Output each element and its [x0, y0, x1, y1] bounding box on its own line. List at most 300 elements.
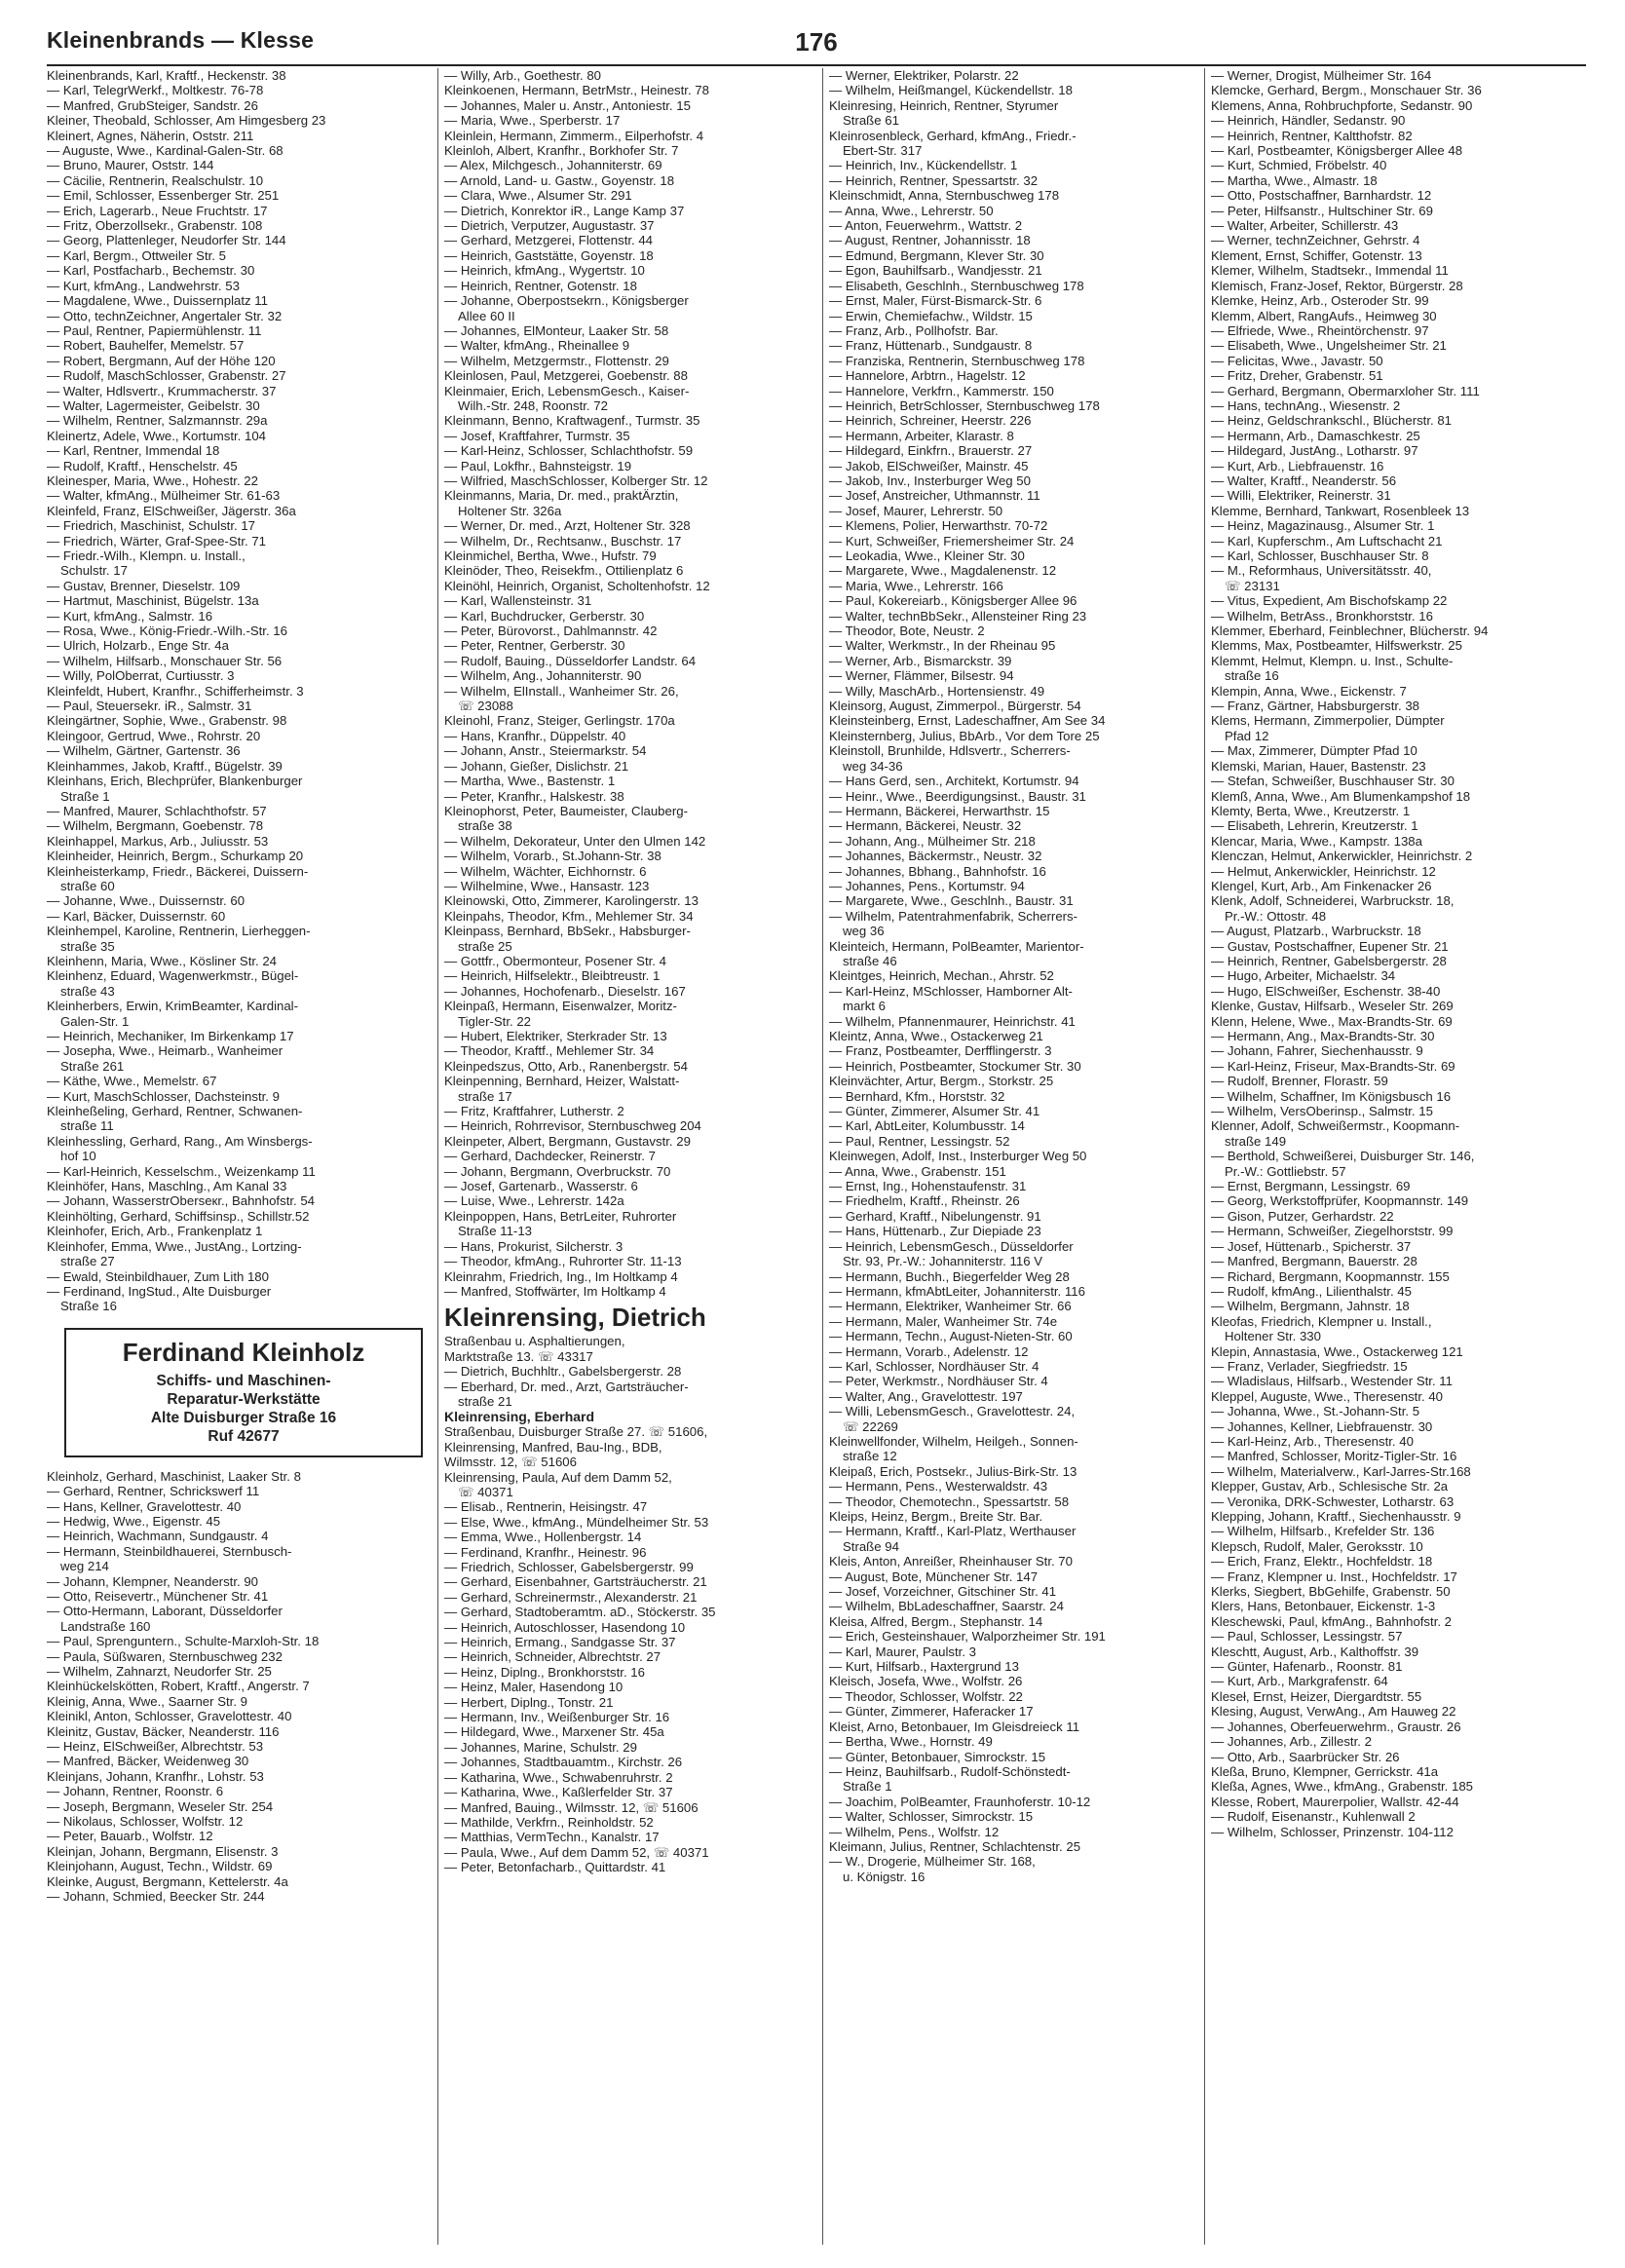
directory-entry: Klenk, Adolf, Schneiderei, Warbruckstr. 18,: [1211, 893, 1455, 909]
directory-entry: — Wilhelm, Materialverw., Karl-Jarres-Str.168: [1211, 1463, 1471, 1479]
directory-entry: — Hermann, Arb., Damaschkestr. 25: [1211, 428, 1420, 443]
directory-entry: — Gerhard, Bergmann, Obermarxloher Str. 111: [1211, 383, 1480, 398]
directory-entry: — Ulrich, Holzarb., Enge Str. 4a: [47, 638, 229, 654]
directory-entry: — Werner, Drogist, Mülheimer Str. 164: [1211, 68, 1432, 83]
directory-entry: — Heinrich, kfmAng., Wygertstr. 10: [444, 263, 645, 279]
directory-entry: — Walter, Lagermeister, Geibelstr. 30: [47, 397, 260, 413]
directory-entry: straße 12: [843, 1449, 897, 1464]
directory-entry: — Alex, Milchgesch., Johanniterstr. 69: [444, 158, 662, 173]
directory-entry: Kleinesper, Maria, Wwe., Hohestr. 22: [47, 472, 258, 488]
directory-entry: — Ernst, Bergmann, Lessingstr. 69: [1211, 1179, 1411, 1194]
directory-entry: — M., Reformhaus, Universitätsstr. 40,: [1211, 563, 1432, 579]
directory-entry: — August, Bote, Münchener Str. 147: [829, 1569, 1039, 1584]
directory-entry: — Maria, Wwe., Sperberstr. 17: [444, 113, 621, 129]
directory-entry: — Johannes, Maler u. Anstr., Antoniestr. 15: [444, 97, 691, 113]
directory-entry: Kleinpaß, Hermann, Eisenwalzer, Moritz-: [444, 999, 677, 1014]
directory-entry: — Wilfried, MaschSchlosser, Kolberger Str. 12: [444, 472, 708, 488]
directory-entry: — Elisabeth, Lehrerin, Kreutzerstr. 1: [1211, 818, 1418, 834]
directory-entry: weg 36: [843, 924, 885, 939]
directory-entry: — Karl, Postfacharb., Bechemstr. 30: [47, 263, 255, 279]
directory-entry: Klenke, Gustav, Hilfsarb., Weseler Str. 269: [1211, 999, 1454, 1014]
directory-entry: Kleinöhl, Heinrich, Organist, Scholtenhofstr. 12: [444, 578, 710, 593]
directory-entry: Klemty, Berta, Wwe., Kreutzerstr. 1: [1211, 803, 1411, 818]
directory-entry: — Wilhelm, Dr., Rechtsanw., Buschstr. 17: [444, 533, 682, 548]
directory-entry: — Friedrich, Maschinist, Schulstr. 17: [47, 518, 255, 534]
running-head: Kleinenbrands — Klesse: [47, 27, 315, 53]
directory-entry: — Wilhelm, Schaffner, Im Königsbusch 16: [1211, 1088, 1452, 1104]
directory-entry: Klemke, Heinz, Arb., Osteroder Str. 99: [1211, 293, 1429, 309]
directory-entry: — Gerhard, Rentner, Schrickswerf 11: [47, 1484, 260, 1499]
directory-entry: Kleofas, Friedrich, Klempner u. Install.,: [1211, 1313, 1432, 1329]
directory-entry: — Walter, Ang., Gravelottestr. 197: [829, 1388, 1023, 1404]
directory-entry: — Eberhard, Dr. med., Arzt, Gartsträucher-: [444, 1379, 689, 1394]
directory-entry: straße 149: [1225, 1133, 1287, 1149]
directory-entry: — Heinrich, BetrSchlosser, Sternbuschweg 178: [829, 397, 1100, 413]
directory-entry: — Stefan, Schweißer, Buschhauser Str. 30: [1211, 774, 1455, 789]
directory-entry: — Günter, Betonbauer, Simrockstr. 15: [829, 1749, 1046, 1764]
directory-entry: Kleinmanns, Maria, Dr. med., praktÄrztin,: [444, 488, 679, 504]
advertisement-box: [64, 1328, 423, 1457]
directory-entry: — Josef, Vorzeichner, Gitschiner Str. 41: [829, 1584, 1057, 1600]
directory-entry: — Manfred, Bauing., Wilmsstr. 12, ☏ 51606: [444, 1799, 699, 1815]
directory-entry: — Peter, Hilfsanstr., Hultschiner Str. 69: [1211, 203, 1433, 218]
directory-entry: — Wilhelm, Pens., Wolfstr. 12: [829, 1824, 1000, 1839]
highlighted-subentry-heading: Kleinrensing, Eberhard: [444, 1409, 595, 1425]
directory-entry: — Rudolf, Eisenanstr., Kuhlenwall 2: [1211, 1809, 1416, 1825]
directory-entry: — Hildegard, Einkfrn., Brauerstr. 27: [829, 443, 1033, 459]
directory-entry: — Wilhelm, Gärtner, Gartenstr. 36: [47, 743, 241, 759]
directory-entry: — Ewald, Steinbildhauer, Zum Lith 180: [47, 1268, 269, 1284]
directory-entry: Kleipaß, Erich, Postsekr., Julius-Birk-Str. 13: [829, 1463, 1077, 1479]
directory-entry: Holtener Str. 330: [1225, 1329, 1321, 1344]
directory-entry: — Karl, Bergm., Ottweiler Str. 5: [47, 247, 226, 263]
column-3: [822, 68, 1211, 2245]
directory-entry: — Karl, Buchdrucker, Gerberstr. 30: [444, 608, 645, 624]
directory-entry: — Hildegard, JustAng., Lotharstr. 97: [1211, 443, 1418, 459]
directory-entry: — Heinrich, Inv., Kückendellstr. 1: [829, 158, 1018, 173]
directory-entry: — Matthias, VermTechn., Kanalstr. 17: [444, 1830, 660, 1845]
directory-entry: — Elisab., Rentnerin, Heisingstr. 47: [444, 1499, 648, 1515]
directory-entry: — Karl, Postbeamter, Königsberger Allee 48: [1211, 143, 1463, 159]
directory-entry: Kleinrensing, Manfred, Bau-Ing., BDB,: [444, 1439, 662, 1455]
directory-entry: — Joseph, Bergmann, Weseler Str. 254: [47, 1798, 274, 1814]
column-1-entries-top: [47, 68, 429, 1314]
directory-entry: Kleinstoll, Brunhilde, Hdlsvertr., Scherrers-: [829, 743, 1071, 759]
directory-entry: — Willi, LebensmGesch., Gravelottestr. 24,: [829, 1404, 1076, 1419]
directory-entry: — Hartmut, Maschinist, Bügelstr. 13a: [47, 593, 259, 609]
directory-entry: weg 34-36: [843, 758, 903, 774]
directory-entry: — Ernst, Maler, Fürst-Bismarck-Str. 6: [829, 293, 1042, 309]
directory-entry: — Otto-Hermann, Laborant, Düsseldorfer: [47, 1604, 283, 1619]
directory-entry: — Gerhard, Eisenbahner, Gartsträucherstr. 21: [444, 1574, 707, 1590]
directory-entry: Kleinmaier, Erich, LebensmGesch., Kaiser-: [444, 383, 690, 398]
directory-entry: — Friedrich, Schlosser, Gabelsbergerstr. 99: [444, 1560, 694, 1574]
directory-entry: — Kurt, Arb., Markgrafenstr. 64: [1211, 1674, 1388, 1689]
directory-entry: — Wilhelm, BbLadeschaffner, Saarstr. 24: [829, 1599, 1064, 1614]
ad-line: Schiffs- und Maschinen-: [156, 1372, 331, 1389]
directory-entry: — Erich, Franz, Elektr., Hochfeldstr. 18: [1211, 1554, 1433, 1569]
directory-entry: — Gustav, Brenner, Dieselstr. 109: [47, 578, 241, 593]
ad-company-name: Ferdinand Kleinholz: [122, 1337, 365, 1367]
directory-entry: — Heinrich, LebensmGesch., Düsseldorfer: [829, 1238, 1074, 1254]
directory-entry: Klems, Hermann, Zimmerpolier, Dümpter: [1211, 713, 1445, 729]
directory-entry: Kleinhans, Erich, Blechprüfer, Blankenburger: [47, 774, 303, 789]
directory-entry: straße 38: [458, 818, 512, 834]
directory-entry: Klemme, Bernhard, Tankwart, Rosenbleek 13: [1211, 503, 1470, 518]
directory-entry: Tigler-Str. 22: [458, 1013, 531, 1029]
directory-entry: — Wilhelm, BetrAss., Bronkhorststr. 16: [1211, 608, 1433, 624]
directory-entry: — Friedr.-Wilh., Klempn. u. Install.,: [47, 548, 246, 563]
directory-entry: — Wilhelm, Hilfsarb., Monschauer Str. 56: [47, 653, 283, 668]
directory-entry: — Joachim, PolBeamter, Fraunhoferstr. 10-12: [829, 1794, 1091, 1809]
directory-entry: — Rudolf, MaschSchlosser, Grabenstr. 27: [47, 368, 286, 384]
directory-entry: — Manfred, GrubSteiger, Sandstr. 26: [47, 97, 258, 113]
directory-entry: — Werner, Elektriker, Polarstr. 22: [829, 68, 1019, 83]
directory-entry: — Josef, Maurer, Lehrerstr. 50: [829, 503, 1003, 518]
column-2-entries-mid: [444, 1334, 826, 1409]
directory-entry: — Dietrich, Konrektor iR., Lange Kamp 37: [444, 203, 685, 218]
directory-entry: — Hermann, Bäckerei, Herwarthstr. 15: [829, 803, 1050, 818]
directory-entry: — Paul, Rentner, Lessingstr. 52: [829, 1133, 1010, 1149]
directory-entry: — Hermann, Inv., Weißenburger Str. 16: [444, 1710, 670, 1725]
directory-entry: Kleisa, Alfred, Bergm., Stephanstr. 14: [829, 1613, 1043, 1629]
column-2-entries-top: [444, 68, 826, 1299]
directory-entry: — Walter, Kraftf., Neanderstr. 56: [1211, 472, 1397, 488]
directory-entry: — Willy, MaschArb., Hortensienstr. 49: [829, 683, 1045, 699]
directory-entry: Kleinöder, Theo, Reisekfm., Ottilienplatz 6: [444, 563, 684, 579]
directory-entry: Straße 16: [60, 1299, 117, 1314]
directory-entry: — Berthold, Schweißerei, Duisburger Str. 146,: [1211, 1149, 1475, 1164]
directory-entry: — Fritz, Oberzollsekr., Grabenstr. 108: [47, 218, 263, 234]
directory-entry: — Walter, Schlosser, Simrockstr. 15: [829, 1809, 1034, 1825]
directory-entry: — Vitus, Expedient, Am Bischofskamp 22: [1211, 593, 1448, 609]
directory-entry: — Robert, Bauhelfer, Memelstr. 57: [47, 338, 245, 354]
directory-entry: — Heinrich, Rentner, Gotenstr. 18: [444, 278, 637, 293]
directory-entry: — Heinrich, Rentner, Kaltthofstr. 82: [1211, 128, 1413, 143]
directory-entry: — Heinrich, Wachmann, Sundgaustr. 4: [47, 1529, 269, 1544]
column-4: [1204, 68, 1593, 2245]
directory-entry: — Otto, Arb., Saarbrücker Str. 26: [1211, 1749, 1400, 1764]
directory-entry: — Hugo, ElSchweißer, Eschenstr. 38-40: [1211, 983, 1441, 999]
directory-entry: — Käthe, Wwe., Memelstr. 67: [47, 1074, 217, 1089]
directory-entry: — Karl-Heinz, Arb., Theresenstr. 40: [1211, 1433, 1414, 1449]
directory-entry: Kleinkoenen, Hermann, BetrMstr., Heinestr. 78: [444, 83, 709, 98]
directory-entry: — Theodor, kfmAng., Ruhrorter Str. 11-13: [444, 1254, 682, 1269]
directory-entry: ☏ 40371: [458, 1484, 513, 1499]
directory-entry: — Wilhelm, Vorarb., St.Johann-Str. 38: [444, 849, 661, 864]
directory-entry: — Walter, Arbeiter, Schillerstr. 43: [1211, 218, 1399, 234]
directory-entry: — Gerhard, Schreinermstr., Alexanderstr. 21: [444, 1589, 698, 1605]
directory-entry: — Wilhelm, Bergmann, Jahnstr. 18: [1211, 1299, 1410, 1314]
directory-entry: — Katharina, Wwe., Kaßlerfelder Str. 37: [444, 1785, 673, 1800]
directory-entry: — Erwin, Chemiefachw., Wildstr. 15: [829, 308, 1033, 323]
ad-phone: Ruf 42677: [208, 1427, 280, 1445]
directory-entry: straße 16: [1225, 668, 1279, 684]
directory-entry: — Hermann, Kraftf., Karl-Platz, Werthauser: [829, 1524, 1077, 1539]
directory-entry: — Johannes, Stadtbauamtm., Kirchstr. 26: [444, 1755, 683, 1770]
directory-entry: — Gison, Putzer, Gerhardstr. 22: [1211, 1208, 1394, 1224]
directory-entry: — Paul, Rentner, Papiermühlenstr. 11: [47, 322, 262, 338]
directory-entry: Kleinwegen, Adolf, Inst., Insterburger Weg 50: [829, 1149, 1087, 1164]
directory-entry: — Manfred, Bäcker, Weidenweg 30: [47, 1754, 249, 1769]
directory-entry: — Bertha, Wwe., Hornstr. 49: [829, 1734, 993, 1750]
directory-entry: Kleis, Anton, Anreißer, Rheinhauser Str. 70: [829, 1554, 1073, 1569]
directory-entry: Kleinpedszus, Otto, Arb., Ranenbergstr. 54: [444, 1058, 688, 1074]
directory-entry: — Nikolaus, Schlosser, Wolfstr. 12: [47, 1814, 244, 1830]
directory-entry: — Clara, Wwe., Alsumer Str. 291: [444, 188, 632, 204]
directory-entry: — Otto, technZeichner, Angertaler Str. 32: [47, 308, 283, 323]
directory-entry: Kleinjans, Johann, Kranfhr., Lohstr. 53: [47, 1768, 264, 1784]
directory-entry: — Bruno, Maurer, Oststr. 144: [47, 158, 214, 173]
directory-entry: Kleinherbers, Erwin, KrimBeamter, Kardinal-: [47, 999, 298, 1014]
directory-entry: Kleinteich, Hermann, PolBeamter, Marientor-: [829, 938, 1084, 954]
directory-entry: — Johannes, Marine, Schulstr. 29: [444, 1739, 637, 1755]
directory-entry: Kleinsteinberg, Ernst, Ladeschaffner, Am See 34: [829, 713, 1106, 729]
directory-entry: Kleinhofer, Emma, Wwe., JustAng., Lortzing-: [47, 1238, 302, 1254]
directory-entry: — Josepha, Wwe., Heimarb., Wanheimer: [47, 1043, 283, 1059]
directory-entry: — Wilhelm, Pfannenmaurer, Heinrichstr. 41: [829, 1013, 1076, 1029]
directory-entry: Klemms, Max, Postbeamter, Hilfswerkstr. 25: [1211, 638, 1462, 654]
directory-entry: — Hermann, Pens., Westerwaldstr. 43: [829, 1479, 1048, 1494]
directory-entry: — Hedwig, Wwe., Eigenstr. 45: [47, 1513, 221, 1529]
directory-entry: Kleintges, Heinrich, Mechan., Ahrstr. 52: [829, 968, 1054, 984]
directory-entry: — Hermann, Techn., August-Nieten-Str. 60: [829, 1329, 1073, 1344]
directory-entry: — Theodor, Chemotechn., Spessartstr. 58: [829, 1493, 1070, 1509]
directory-entry: — Kurt, Arb., Liebfrauenstr. 16: [1211, 458, 1384, 473]
directory-entry: Klerks, Siegbert, BbGehilfe, Grabenstr. 50: [1211, 1584, 1451, 1600]
directory-entry: — Wilhelm, Heißmangel, Kückendellstr. 18: [829, 83, 1073, 98]
directory-entry: — Hubert, Elektriker, Sterkrader Str. 13: [444, 1029, 667, 1043]
directory-entry: — Hugo, Arbeiter, Michaelstr. 34: [1211, 968, 1396, 984]
directory-entry: Kleips, Heinz, Bergm., Breite Str. Bar.: [829, 1509, 1043, 1524]
directory-entry: — Heinrich, Rentner, Gabelsbergerstr. 28: [1211, 953, 1447, 968]
directory-entry: Kleinenbrands, Karl, Kraftf., Heckenstr. 38: [47, 68, 286, 83]
directory-entry: Kleist, Arno, Betonbauer, Im Gleisdreieck 11: [829, 1719, 1080, 1734]
directory-entry: — Johann, Fahrer, Siechenhausstr. 9: [1211, 1043, 1423, 1059]
directory-entry: — Wilhelm, Hilfsarb., Krefelder Str. 136: [1211, 1524, 1435, 1539]
directory-entry: — Elisabeth, Wwe., Ungelsheimer Str. 21: [1211, 338, 1447, 354]
directory-entry: Klempin, Anna, Wwe., Eickenstr. 7: [1211, 683, 1407, 699]
directory-entry: — Kurt, Schmied, Fröbelstr. 40: [1211, 158, 1387, 173]
directory-entry: Straße 61: [843, 113, 899, 129]
directory-entry: Kleinpoppen, Hans, BetrLeiter, Ruhrorter: [444, 1208, 677, 1224]
directory-entry: — Theodor, Schlosser, Wolfstr. 22: [829, 1688, 1023, 1704]
directory-entry: — Willi, Elektriker, Reinerstr. 31: [1211, 488, 1391, 504]
directory-entry: — Felicitas, Wwe., Javastr. 50: [1211, 353, 1383, 368]
directory-entry: Kleintz, Anna, Wwe., Ostackerweg 21: [829, 1029, 1043, 1043]
directory-entry: Straße 1: [60, 788, 110, 804]
directory-entry: — Hans, Hüttenarb., Zur Diepiade 23: [829, 1224, 1041, 1239]
directory-entry: Kleinertz, Adele, Wwe., Kortumstr. 104: [47, 428, 267, 443]
directory-columns: [47, 68, 1586, 2245]
directory-entry: — Günter, Hafenarb., Roonstr. 81: [1211, 1659, 1403, 1675]
directory-entry: Kleinitz, Gustav, Bäcker, Neanderstr. 116: [47, 1723, 280, 1739]
directory-entry: Straßenbau u. Asphaltierungen,: [444, 1334, 625, 1349]
directory-entry: Klepin, Annastasia, Wwe., Ostackerweg 121: [1211, 1343, 1463, 1359]
directory-entry: hof 10: [60, 1149, 96, 1164]
directory-entry: Pr.-W.: Gottliebstr. 57: [1225, 1163, 1346, 1179]
directory-entry: — Dietrich, Verputzer, Augustastr. 37: [444, 218, 655, 234]
directory-entry: Marktstraße 13. ☏ 43317: [444, 1348, 593, 1364]
column-1: [47, 68, 429, 2245]
directory-entry: Klemski, Marian, Hauer, Bastenstr. 23: [1211, 758, 1426, 774]
directory-entry: Galen-Str. 1: [60, 1013, 130, 1029]
directory-entry: — Otto, Reisevertr., Münchener Str. 41: [47, 1588, 269, 1604]
directory-entry: — Wilhelm, ElInstall., Wanheimer Str. 26,: [444, 683, 679, 699]
directory-entry: — Hermann, kfmAbtLeiter, Johanniterstr. 116: [829, 1283, 1085, 1299]
directory-entry: — Leokadia, Wwe., Kleiner Str. 30: [829, 548, 1025, 563]
directory-entry: u. Königstr. 16: [843, 1869, 926, 1884]
directory-entry: — Karl-Heinz, Schlosser, Schlachthofstr. 59: [444, 443, 694, 459]
directory-entry: — Peter, Kranfhr., Halskestr. 38: [444, 788, 624, 804]
directory-entry: Klemm, Albert, RangAufs., Heimweg 30: [1211, 308, 1437, 323]
directory-entry: — Heinr., Wwe., Beerdigungsinst., Baustr. 31: [829, 788, 1086, 804]
directory-entry: — Georg, Plattenleger, Neudorfer Str. 144: [47, 233, 286, 248]
directory-entry: — Johann, Rentner, Roonstr. 6: [47, 1784, 224, 1799]
directory-entry: Kleinophorst, Peter, Baumeister, Clauberg-: [444, 803, 688, 818]
directory-entry: Kleinheisterkamp, Friedr., Bäckerei, Duissern-: [47, 863, 309, 879]
directory-entry: — Johanne, Wwe., Duissernstr. 60: [47, 893, 246, 909]
directory-entry: — Werner, Arb., Bismarckstr. 39: [829, 653, 1012, 668]
directory-entry: Klepping, Johann, Kraftf., Siechenhausstr. 9: [1211, 1509, 1461, 1524]
directory-entry: — Gerhard, Dachdecker, Reinerstr. 7: [444, 1149, 656, 1164]
directory-entry: Kleiner, Theobald, Schlosser, Am Himgesberg 23: [47, 113, 326, 129]
directory-entry: — Gerhard, Stadtoberamtm. aD., Stöckerstr. 35: [444, 1605, 716, 1620]
directory-entry: Kleinpenning, Bernhard, Heizer, Walstatt-: [444, 1074, 680, 1089]
directory-entry: — Heinz, ElSchweißer, Albrechtstr. 53: [47, 1739, 264, 1755]
directory-entry: — Hermann, Bäckerei, Neustr. 32: [829, 818, 1022, 834]
directory-entry: Klepsch, Rudolf, Maler, Geroksstr. 10: [1211, 1538, 1423, 1554]
directory-entry: — Heinz, Geldschrankschl., Blücherstr. 81: [1211, 413, 1453, 429]
directory-entry: — Hermann, Vorarb., Adelenstr. 12: [829, 1343, 1029, 1359]
directory-entry: — Johann, Bergmann, Overbruckstr. 70: [444, 1163, 671, 1179]
directory-entry: — Herbert, Diplng., Tonstr. 21: [444, 1694, 614, 1710]
directory-entry: — Hans Gerd, sen., Architekt, Kortumstr. 94: [829, 774, 1079, 789]
directory-entry: Kleinhempel, Karoline, Rentnerin, Lierheggen-: [47, 924, 311, 939]
directory-entry: — Johannes, Bbhang., Bahnhofstr. 16: [829, 863, 1046, 879]
directory-entry: Kleinke, August, Bergmann, Kettelerstr. 4a: [47, 1873, 288, 1889]
directory-entry: Straße 94: [843, 1538, 899, 1554]
directory-entry: Kleinpahs, Theodor, Kfm., Mehlemer Str. 34: [444, 908, 694, 924]
directory-entry: Pr.-W.: Ottostr. 48: [1225, 908, 1327, 924]
page-header: [47, 18, 1586, 66]
directory-entry: Klenn, Helene, Wwe., Max-Brandts-Str. 69: [1211, 1013, 1453, 1029]
directory-entry: — Werner, Dr. med., Arzt, Holtener Str. 328: [444, 518, 691, 534]
directory-entry: — Friedhelm, Kraftf., Rheinstr. 26: [829, 1193, 1020, 1209]
directory-entry: — Peter, Bürovorst., Dahlmannstr. 42: [444, 624, 658, 639]
directory-entry: Kleinsorg, August, Zimmerpol., Bürgerstr. 54: [829, 699, 1081, 714]
directory-entry: Schulstr. 17: [60, 563, 128, 579]
directory-entry: — Paul, Lokfhr., Bahnsteigstr. 19: [444, 458, 632, 473]
directory-entry: — Karl, Schlosser, Nordhäuser Str. 4: [829, 1358, 1039, 1374]
directory-entry: Klenner, Adolf, Schweißermstr., Koopmann-: [1211, 1118, 1460, 1134]
directory-entry: — Erich, Lagerarb., Neue Fruchtstr. 17: [47, 203, 268, 218]
directory-entry: — Johann, Gießer, Dislichstr. 21: [444, 758, 629, 774]
directory-entry: — Gerhard, Metzgerei, Flottenstr. 44: [444, 233, 654, 248]
directory-entry: Kleßa, Agnes, Wwe., kfmAng., Grabenstr. 185: [1211, 1779, 1474, 1795]
directory-entry: — Rudolf, Bauing., Düsseldorfer Landstr. 64: [444, 653, 697, 668]
directory-entry: — Günter, Zimmerer, Alsumer Str. 41: [829, 1104, 1040, 1119]
directory-entry: — Walter, technBbSekr., Allensteiner Ring 23: [829, 608, 1087, 624]
directory-entry: Kleinrosenbleck, Gerhard, kfmAng., Friedr.-: [829, 128, 1077, 143]
directory-entry: — Ferdinand, Kranfhr., Heinestr. 96: [444, 1544, 647, 1560]
directory-entry: — Wilhelm, Ang., Johanniterstr. 90: [444, 668, 642, 684]
directory-entry: — Helmut, Ankerwickler, Heinrichstr. 12: [1211, 863, 1436, 879]
directory-entry: — Franz, Hüttenarb., Sundgaustr. 8: [829, 338, 1033, 354]
directory-entry: — Wilhelm, Bergmann, Goebenstr. 78: [47, 818, 264, 834]
directory-entry: Klemcke, Gerhard, Bergm., Monschauer Str. 36: [1211, 83, 1482, 98]
directory-entry: Straße 1: [843, 1779, 892, 1795]
directory-entry: straße 21: [458, 1393, 512, 1409]
directory-entry: Kleinvächter, Artur, Bergm., Storkstr. 25: [829, 1074, 1054, 1089]
directory-entry: — Heinrich, Autoschlosser, Hasendong 10: [444, 1619, 686, 1635]
directory-entry: Wilmsstr. 12, ☏ 51606: [444, 1455, 577, 1470]
directory-entry: — Kurt, Schweißer, Friemersheimer Str. 24: [829, 533, 1075, 548]
directory-entry: ☏ 22269: [843, 1418, 898, 1434]
directory-entry: — Heinrich, Schreiner, Heerstr. 226: [829, 413, 1032, 429]
directory-entry: — Klemens, Polier, Herwarthstr. 70-72: [829, 518, 1048, 534]
directory-entry: — Johannes, ElMonteur, Laaker Str. 58: [444, 322, 669, 338]
directory-entry: Kleinfeld, Franz, ElSchweißer, Jägerstr. 36a: [47, 503, 296, 518]
directory-entry: — Wladislaus, Hilfsarb., Westender Str. 11: [1211, 1374, 1453, 1389]
directory-entry: Kleinowski, Otto, Zimmerer, Karolingerstr. 13: [444, 893, 699, 909]
directory-entry: — Ernst, Ing., Hohenstaufenstr. 31: [829, 1179, 1027, 1194]
directory-entry: — Kurt, kfmAng., Landwehrstr. 53: [47, 278, 240, 293]
directory-entry: Kleinheider, Heinrich, Bergm., Schurkamp 20: [47, 849, 304, 864]
directory-entry: Str. 93, Pr.-W.: Johanniterstr. 116 V: [843, 1254, 1042, 1269]
directory-entry: Kleinpass, Bernhard, BbSekr., Habsburger-: [444, 924, 691, 939]
directory-entry: — Karl, Schlosser, Buschhauser Str. 8: [1211, 548, 1429, 563]
directory-entry: — Franz, Postbeamter, Derfflingerstr. 3: [829, 1043, 1052, 1059]
directory-entry: — Anton, Feuerwehrm., Wattstr. 2: [829, 218, 1023, 234]
directory-entry: — Willy, Arb., Goethestr. 80: [444, 68, 601, 83]
directory-entry: — Emil, Schlosser, Essenberger Str. 251: [47, 188, 280, 204]
directory-entry: — Rudolf, kfmAng., Lilienthalstr. 45: [1211, 1283, 1412, 1299]
directory-entry: — Hermann, Schweißer, Ziegelhorststr. 99: [1211, 1224, 1454, 1239]
directory-entry: — Johann, Ang., Mülheimer Str. 218: [829, 833, 1036, 849]
directory-entry: Klencar, Maria, Wwe., Kampstr. 138a: [1211, 833, 1422, 849]
directory-entry: — Hermann, Maler, Wanheimer Str. 74e: [829, 1313, 1058, 1329]
directory-entry: — Paula, Süßwaren, Sternbuschweg 232: [47, 1648, 283, 1664]
directory-entry: Kleisch, Josefa, Wwe., Wolfstr. 26: [829, 1674, 1023, 1689]
directory-entry: — Cäcilie, Rentnerin, Realschulstr. 10: [47, 172, 264, 188]
directory-entry: Kleinhenn, Maria, Wwe., Kösliner Str. 24: [47, 953, 278, 968]
directory-entry: straße 43: [60, 983, 115, 999]
directory-entry: Klement, Ernst, Schiffer, Gotenstr. 13: [1211, 247, 1422, 263]
directory-entry: — Katharina, Wwe., Schwabenruhrstr. 2: [444, 1769, 673, 1785]
directory-entry: — Else, Wwe., kfmAng., Mündelheimer Str. 53: [444, 1514, 709, 1530]
directory-entry: — Karl-Heinrich, Kesselschm., Weizenkamp 11: [47, 1163, 316, 1179]
directory-entry: — Walter, kfmAng., Mülheimer Str. 61-63: [47, 488, 281, 504]
directory-entry: — Josef, Anstreicher, Uthmannstr. 11: [829, 488, 1040, 504]
directory-entry: straße 27: [60, 1254, 115, 1269]
directory-entry: — Margarete, Wwe., Magdalenenstr. 12: [829, 563, 1057, 579]
directory-entry: Kleinhappel, Markus, Arb., Juliusstr. 53: [47, 833, 269, 849]
directory-entry: — Wilhelm, Rentner, Salzmannstr. 29a: [47, 413, 268, 429]
directory-entry: Kleinig, Anna, Wwe., Saarner Str. 9: [47, 1693, 247, 1709]
directory-entry: — August, Platzarb., Warbruckstr. 18: [1211, 924, 1421, 939]
directory-entry: Kleinhöfer, Hans, Maschlng., Am Kanal 33: [47, 1179, 287, 1194]
directory-entry: Klepper, Gustav, Arb., Schlesische Str. 2a: [1211, 1479, 1449, 1494]
directory-entry: — Wilhelm, Schlosser, Prinzenstr. 104-112: [1211, 1824, 1454, 1839]
directory-entry: — Paul, Schlosser, Lessingstr. 57: [1211, 1629, 1403, 1644]
directory-entry: — Elisabeth, Geschlnh., Sternbuschweg 178: [829, 278, 1084, 293]
column-1-entries-bottom: [47, 1469, 429, 1905]
directory-entry: — Paul, Sprenguntern., Schulte-Marxloh-Str. 18: [47, 1634, 320, 1649]
directory-entry: Klesing, August, VerwAng., Am Hauweg 22: [1211, 1704, 1456, 1720]
directory-entry: Wilh.-Str. 248, Roonstr. 72: [458, 397, 608, 413]
directory-entry: — Margarete, Wwe., Geschlnh., Baustr. 31: [829, 893, 1074, 909]
